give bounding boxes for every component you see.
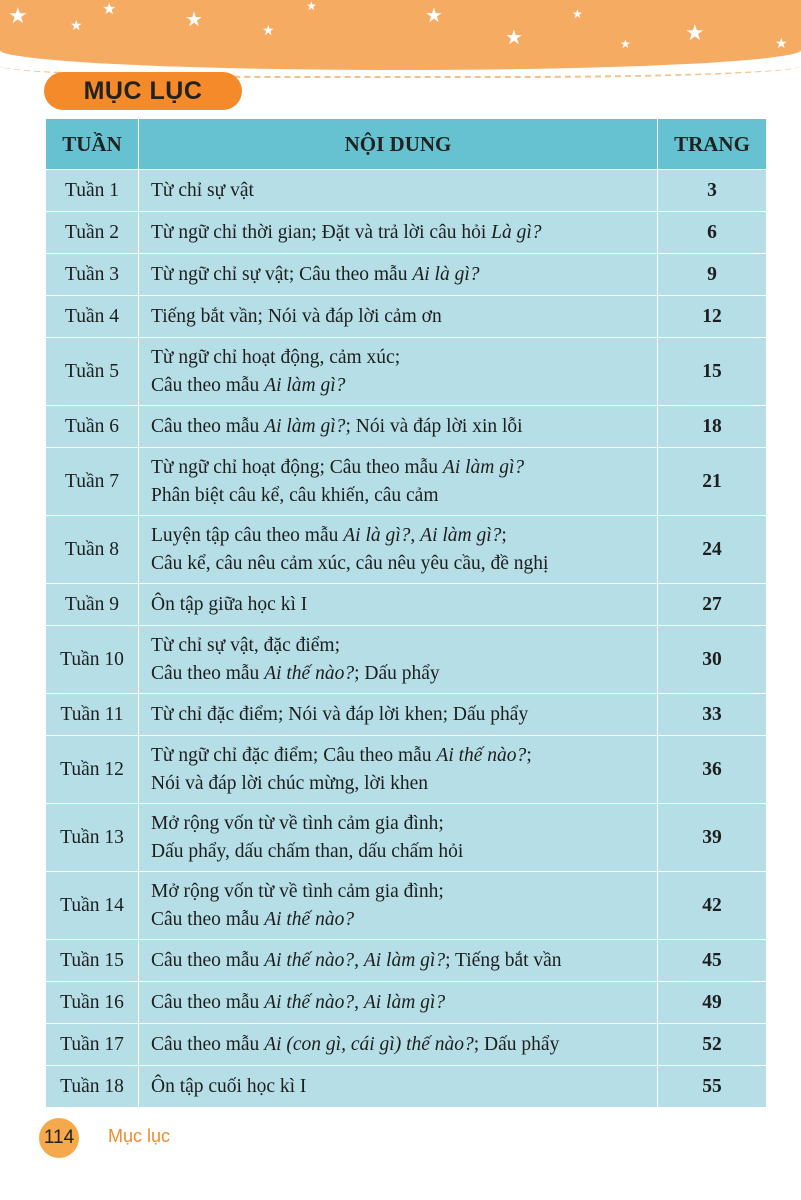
row-page-number: 36 xyxy=(658,736,767,804)
content-text: Tiếng bắt vần; Nói và đáp lời cảm ơn xyxy=(151,305,442,327)
page-title: MỤC LỤC xyxy=(44,72,242,110)
row-week: Tuần 11 xyxy=(46,694,139,736)
content-text: Câu theo mẫu xyxy=(151,1033,265,1055)
content-text: , xyxy=(354,949,364,971)
sentence-pattern-text: Ai làm gì? xyxy=(442,456,525,478)
row-week: Tuần 12 xyxy=(46,736,139,804)
row-content xyxy=(139,1024,658,1066)
content-text: Câu theo mẫu xyxy=(151,374,265,396)
content-line xyxy=(151,219,645,247)
row-content xyxy=(139,940,658,982)
star-icon: ★ xyxy=(102,1,117,18)
table-row xyxy=(46,736,767,804)
row-page-number: 33 xyxy=(658,694,767,736)
star-icon: ★ xyxy=(572,7,583,21)
table-row xyxy=(46,296,767,338)
sentence-pattern-text: Ai thế nào? xyxy=(436,744,527,766)
content-text: Phân biệt câu kể, câu khiến, câu cảm xyxy=(151,484,439,506)
content-line xyxy=(151,522,645,550)
content-line xyxy=(151,1073,645,1101)
row-week: Tuần 7 xyxy=(46,448,139,516)
row-content xyxy=(139,516,658,584)
row-page-number: 52 xyxy=(658,1024,767,1066)
header-week: TUẦN xyxy=(46,119,139,170)
row-page-number: 3 xyxy=(658,170,767,212)
content-line xyxy=(151,550,645,578)
star-icon: ★ xyxy=(775,37,788,52)
content-text: , xyxy=(354,991,364,1013)
sentence-pattern-text: Ai làm gì? xyxy=(264,374,346,396)
row-content xyxy=(139,212,658,254)
star-icon: ★ xyxy=(8,3,28,28)
sentence-pattern-text: Ai thế nào? xyxy=(264,662,355,684)
sentence-pattern-text: Ai làm gì? xyxy=(264,415,346,437)
row-week: Tuần 13 xyxy=(46,804,139,872)
star-icon: ★ xyxy=(262,24,275,39)
row-content xyxy=(139,982,658,1024)
sentence-pattern-text: Là gì? xyxy=(491,221,542,243)
row-week: Tuần 9 xyxy=(46,584,139,626)
sentence-pattern-text: Ai thế nào? xyxy=(264,991,355,1013)
content-text: Từ ngữ chỉ hoạt động, cảm xúc; xyxy=(151,346,401,368)
row-content xyxy=(139,872,658,940)
table-row xyxy=(46,872,767,940)
sentence-pattern-text: Ai thế nào? xyxy=(264,908,355,930)
table-row xyxy=(46,338,767,406)
row-content xyxy=(139,736,658,804)
content-text: Câu theo mẫu xyxy=(151,415,265,437)
row-week: Tuần 2 xyxy=(46,212,139,254)
content-text: Nói và đáp lời chúc mừng, lời khen xyxy=(151,772,429,794)
row-page-number: 49 xyxy=(658,982,767,1024)
content-text: ; Dấu phẩy xyxy=(354,662,440,684)
row-page-number: 18 xyxy=(658,406,767,448)
content-line xyxy=(151,810,645,838)
content-line xyxy=(151,372,645,400)
row-page-number: 27 xyxy=(658,584,767,626)
row-page-number: 55 xyxy=(658,1066,767,1108)
sentence-pattern-text: Ai là gì? xyxy=(343,524,411,546)
table-row xyxy=(46,254,767,296)
row-week: Tuần 4 xyxy=(46,296,139,338)
row-content xyxy=(139,804,658,872)
star-icon: ★ xyxy=(306,0,317,13)
table-row xyxy=(46,406,767,448)
content-text: Ôn tập giữa học kì I xyxy=(151,593,308,615)
row-week: Tuần 10 xyxy=(46,626,139,694)
row-week: Tuần 14 xyxy=(46,872,139,940)
content-line xyxy=(151,906,645,934)
content-text: Từ ngữ chỉ thời gian; Đặt và trả lời câu hỏi xyxy=(151,221,492,243)
row-week: Tuần 15 xyxy=(46,940,139,982)
content-line xyxy=(151,989,645,1017)
sentence-pattern-text: Ai làm gì? xyxy=(363,949,446,971)
sentence-pattern-text: Ai làm gì? xyxy=(363,991,446,1013)
content-text: Từ ngữ chỉ sự vật; Câu theo mẫu xyxy=(151,263,413,285)
content-text: Mở rộng vốn từ về tình cảm gia đình; xyxy=(151,880,444,902)
row-week: Tuần 6 xyxy=(46,406,139,448)
toc-table xyxy=(45,118,767,1108)
content-text: Từ chỉ sự vật xyxy=(151,179,254,201)
row-page-number: 12 xyxy=(658,296,767,338)
sentence-pattern-text: Ai thế nào? xyxy=(264,949,355,971)
table-row xyxy=(46,1024,767,1066)
table-row xyxy=(46,516,767,584)
table-row xyxy=(46,940,767,982)
row-content xyxy=(139,170,658,212)
table-row xyxy=(46,170,767,212)
content-text: Từ ngữ chỉ hoạt động; Câu theo mẫu xyxy=(151,456,443,478)
content-line xyxy=(151,261,645,289)
star-icon: ★ xyxy=(425,5,443,27)
row-content xyxy=(139,584,658,626)
row-week: Tuần 1 xyxy=(46,170,139,212)
row-week: Tuần 5 xyxy=(46,338,139,406)
star-icon: ★ xyxy=(505,27,523,49)
sentence-pattern-text: Ai (con gì, cái gì) thế nào? xyxy=(264,1033,474,1055)
content-text: Dấu phẩy, dấu chấm than, dấu chấm hỏi xyxy=(151,840,464,862)
header-content: NỘI DUNG xyxy=(139,119,658,170)
table-row xyxy=(46,982,767,1024)
content-text: ; xyxy=(501,524,507,546)
row-page-number: 39 xyxy=(658,804,767,872)
row-page-number: 42 xyxy=(658,872,767,940)
content-text: ; xyxy=(526,744,532,766)
content-text: Câu theo mẫu xyxy=(151,991,265,1013)
star-icon: ★ xyxy=(185,9,203,31)
row-content xyxy=(139,406,658,448)
table-row xyxy=(46,804,767,872)
content-line xyxy=(151,177,645,205)
row-page-number: 6 xyxy=(658,212,767,254)
star-icon: ★ xyxy=(620,37,631,51)
star-icon: ★ xyxy=(685,20,705,45)
table-row xyxy=(46,212,767,254)
row-page-number: 30 xyxy=(658,626,767,694)
content-line xyxy=(151,632,645,660)
content-line xyxy=(151,838,645,866)
content-text: Mở rộng vốn từ về tình cảm gia đình; xyxy=(151,812,444,834)
row-week: Tuần 16 xyxy=(46,982,139,1024)
star-icon: ★ xyxy=(70,19,83,34)
content-text: Ôn tập cuối học kì I xyxy=(151,1075,307,1097)
row-page-number: 15 xyxy=(658,338,767,406)
content-text: Câu theo mẫu xyxy=(151,949,265,971)
row-content xyxy=(139,694,658,736)
content-text: Luyện tập câu theo mẫu xyxy=(151,524,344,546)
header-banner xyxy=(0,0,801,70)
content-line xyxy=(151,742,645,770)
row-page-number: 45 xyxy=(658,940,767,982)
content-text: Câu theo mẫu xyxy=(151,662,265,684)
content-text: Câu theo mẫu xyxy=(151,908,265,930)
content-text: Từ ngữ chỉ đặc điểm; Câu theo mẫu xyxy=(151,744,437,766)
footer-section-label: Mục lục xyxy=(108,1126,171,1146)
row-page-number: 21 xyxy=(658,448,767,516)
row-week: Tuần 3 xyxy=(46,254,139,296)
content-line xyxy=(151,303,645,331)
toc-body xyxy=(46,170,767,1108)
content-line xyxy=(151,1031,645,1059)
row-content xyxy=(139,1066,658,1108)
row-content xyxy=(139,626,658,694)
content-text: , xyxy=(410,524,421,546)
content-line xyxy=(151,591,645,619)
content-line xyxy=(151,701,645,729)
row-week: Tuần 18 xyxy=(46,1066,139,1108)
content-line xyxy=(151,344,645,372)
table-row xyxy=(46,448,767,516)
table-row xyxy=(46,1066,767,1108)
row-content xyxy=(139,296,658,338)
row-content xyxy=(139,338,658,406)
page-number-badge: 114 xyxy=(39,1118,79,1158)
table-row xyxy=(46,694,767,736)
row-page-number: 24 xyxy=(658,516,767,584)
content-text: Câu kể, câu nêu cảm xúc, câu nêu yêu cầu, đề nghị xyxy=(151,552,549,574)
content-text: ; Nói và đáp lời xin lỗi xyxy=(345,415,523,437)
row-content xyxy=(139,448,658,516)
content-line xyxy=(151,413,645,441)
content-line xyxy=(151,770,645,798)
table-header-row xyxy=(46,119,767,170)
row-page-number: 9 xyxy=(658,254,767,296)
content-text: ; Tiếng bắt vần xyxy=(445,949,562,971)
content-text: Từ chỉ sự vật, đặc điểm; xyxy=(151,634,341,656)
content-text: ; Dấu phẩy xyxy=(473,1033,560,1055)
content-line xyxy=(151,660,645,688)
content-line xyxy=(151,947,645,975)
row-week: Tuần 17 xyxy=(46,1024,139,1066)
sentence-pattern-text: Ai làm gì? xyxy=(420,524,502,546)
header-page: TRANG xyxy=(658,119,767,170)
table-row xyxy=(46,584,767,626)
content-line xyxy=(151,482,645,510)
content-text: Từ chỉ đặc điểm; Nói và đáp lời khen; Dấu phẩy xyxy=(151,703,529,725)
row-content xyxy=(139,254,658,296)
content-line xyxy=(151,878,645,906)
row-week: Tuần 8 xyxy=(46,516,139,584)
table-row xyxy=(46,626,767,694)
sentence-pattern-text: Ai là gì? xyxy=(412,263,480,285)
content-line xyxy=(151,454,645,482)
